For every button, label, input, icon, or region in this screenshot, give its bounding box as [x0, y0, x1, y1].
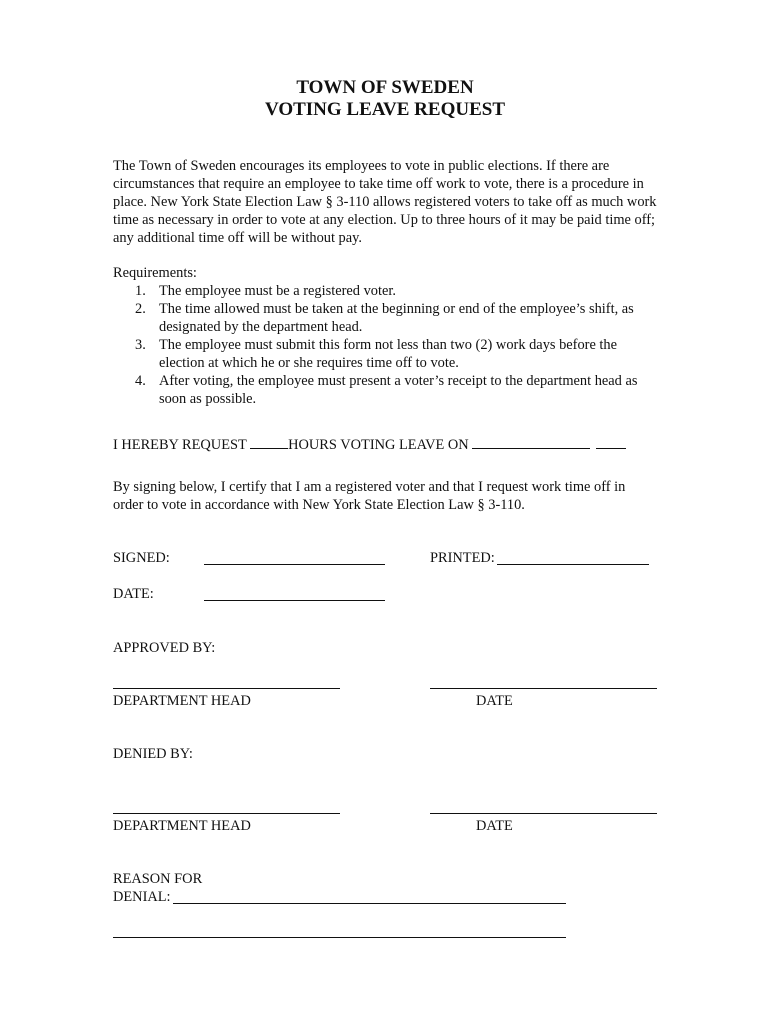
requirement-number: 3.	[135, 337, 146, 353]
certify-paragraph: By signing below, I certify that I am a registered voter and that I request work time off in order to vote in accordance with New York State Election Law § 3-110.	[113, 479, 626, 513]
requirement-number: 2.	[135, 301, 146, 317]
requirement-item	[113, 372, 658, 408]
denied-date-field[interactable]	[430, 813, 657, 814]
denied-dept-head-label: DEPARTMENT HEAD	[113, 818, 251, 834]
denied-date-label: DATE	[476, 818, 513, 834]
request-label-part1: I HEREBY REQUEST	[113, 437, 251, 453]
requirement-text: The employee must submit this form not less than two (2) work days before the election at which he or she requires time off to vote.	[159, 337, 618, 371]
approved-date-field[interactable]	[430, 688, 657, 689]
printed-label: PRINTED:	[430, 550, 495, 566]
requirement-text: The time allowed must be taken at the beginning or end of the employee’s shift, as designated by the department head.	[159, 301, 634, 335]
requirement-item	[113, 282, 658, 300]
reason-field-line1[interactable]	[173, 903, 566, 904]
approved-dept-head-label: DEPARTMENT HEAD	[113, 693, 251, 709]
requirement-text: After voting, the employee must present a voter’s receipt to the department head as soon as possible.	[159, 373, 638, 407]
request-line	[113, 435, 626, 454]
date-label: DATE:	[113, 586, 154, 602]
requirement-item	[113, 336, 658, 372]
signed-label: SIGNED:	[113, 550, 170, 566]
signature-field[interactable]	[204, 564, 385, 565]
form-title-line2: VOTING LEAVE REQUEST	[264, 99, 505, 120]
date-blank-field-extra[interactable]	[596, 435, 626, 449]
reason-label-line1: REASON FOR	[113, 871, 203, 887]
reason-label-line2: DENIAL:	[113, 889, 171, 905]
approved-date-label: DATE	[476, 693, 513, 709]
request-label-part2: HOURS VOTING LEAVE ON	[288, 437, 473, 453]
requirement-text: The employee must be a registered voter.	[159, 283, 396, 299]
approved-heading: APPROVED BY:	[113, 640, 216, 656]
hours-blank-field[interactable]	[250, 435, 288, 449]
requirements-list	[113, 282, 658, 408]
requirements-heading: Requirements:	[113, 265, 197, 281]
requirement-item	[113, 300, 658, 336]
form-title-line1: TOWN OF SWEDEN	[296, 77, 474, 98]
reason-field-line2[interactable]	[113, 937, 566, 938]
date-field[interactable]	[204, 600, 385, 601]
denied-heading: DENIED BY:	[113, 746, 193, 762]
date-blank-field[interactable]	[472, 435, 590, 449]
denied-dept-head-field[interactable]	[113, 813, 340, 814]
requirement-number: 1.	[135, 283, 146, 299]
printed-name-field[interactable]	[497, 564, 649, 565]
approved-dept-head-field[interactable]	[113, 688, 340, 689]
intro-paragraph: The Town of Sweden encourages its employees to vote in public elections. If there are circumstances that require an employee to take time off work to vote, there is a procedure in place. New York State Election Law § 3-110 allows registered voters to take off as much work time as necessary in order to vote at any election. Up to three hours of it may be paid time off; any additional time off will be without pay.	[113, 158, 657, 246]
requirement-number: 4.	[135, 373, 146, 389]
